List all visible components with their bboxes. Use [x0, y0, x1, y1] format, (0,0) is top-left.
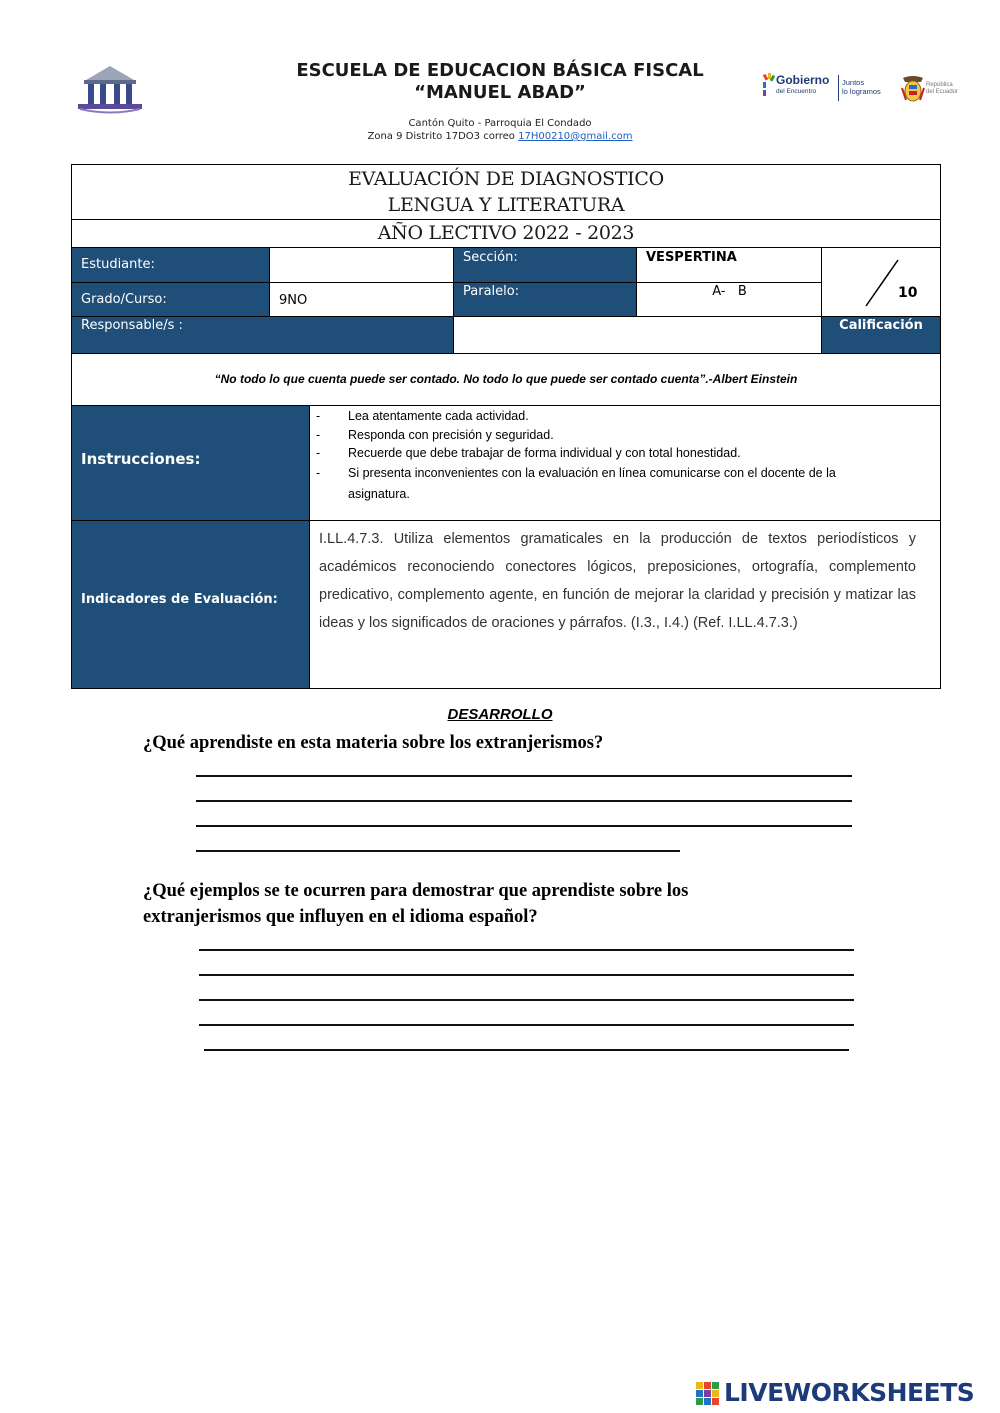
answer-line[interactable]	[199, 949, 854, 951]
ecuador-line2: del Ecuador	[926, 89, 959, 95]
address-line2	[300, 130, 700, 143]
ecuador-text	[926, 82, 958, 96]
coat-of-arms-icon	[900, 74, 926, 104]
school-name-line2: “MANUEL ABAD”	[414, 82, 586, 103]
section-value: VESPERTINA	[636, 247, 822, 282]
gov-slogan-line2: lo logramos	[842, 87, 881, 96]
grade-slash-icon	[862, 258, 902, 308]
answer-line[interactable]	[199, 974, 854, 976]
grade-value: 9NO	[269, 282, 454, 316]
indicators-content	[309, 520, 940, 688]
ecuador-line1: República	[926, 82, 953, 88]
instructions-list	[310, 407, 940, 505]
question-2-line2: extranjerismos que influyen en el idioma español?	[143, 907, 538, 927]
school-logo	[76, 60, 144, 114]
section-label: Sección:	[453, 247, 637, 282]
title-divider	[72, 219, 940, 220]
gov-slogan	[842, 78, 881, 96]
evaluation-table	[71, 164, 941, 689]
development-title: DESARROLLO	[447, 706, 553, 723]
instructions-label: Instrucciones:	[72, 405, 310, 521]
instruction-item: - Lea atentamente cada actividad.	[310, 407, 940, 426]
government-logo	[762, 70, 890, 106]
instruction-item: - Responda con precisión y seguridad.	[310, 426, 940, 445]
grade-max: 10	[898, 285, 918, 301]
email-link[interactable]: 17H00210@gmail.com	[518, 131, 633, 142]
responsible-label: Responsable/s :	[72, 316, 454, 353]
address-prefix: Zona 9 Distrito 17DO3 correo	[367, 131, 519, 142]
parallel-value: A- B	[636, 282, 822, 316]
answer-line[interactable]	[199, 1024, 854, 1026]
student-field[interactable]	[269, 247, 454, 282]
answer-line[interactable]	[196, 800, 852, 802]
answer-line[interactable]	[196, 775, 852, 777]
school-name-line1: ESCUELA DE EDUCACION BÁSICA FISCAL	[296, 60, 704, 81]
parallel-label: Paralelo:	[453, 282, 637, 316]
responsible-field[interactable]	[453, 316, 822, 353]
gov-slogan-line1: Juntos	[842, 78, 865, 87]
instruction-item: - Si presenta inconvenientes con la evaluación en línea comunicarse con el docente de la asignatura.	[310, 463, 940, 505]
answer-line[interactable]	[204, 1049, 849, 1051]
gov-logo-divider	[838, 75, 839, 101]
answer-line[interactable]	[196, 825, 852, 827]
question-1: ¿Qué aprendiste en esta materia sobre los extranjerismos?	[143, 733, 604, 753]
title-line1: EVALUACIÓN DE DIAGNOSTICO	[348, 168, 664, 190]
einstein-quote: “No todo lo que cuenta puede ser contado. No todo lo que puede ser contado cuenta”.-Albert Einstein	[72, 353, 940, 405]
school-address	[300, 117, 700, 143]
ecuador-coat-of-arms	[898, 72, 968, 106]
grade-result-label: Calificación	[821, 316, 940, 353]
instruction-item: - Recuerde que debe trabajar de forma individual y con total honestidad.	[310, 444, 940, 463]
liveworksheets-text: LIVEWORKSHEETS	[724, 1378, 975, 1407]
grade-label: Grado/Curso:	[72, 282, 270, 316]
gov-logo-sub: del Encuentro	[776, 88, 817, 95]
address-line1: Cantón Quito - Parroquia El Condado	[408, 118, 592, 129]
gov-logo-main: Gobierno	[776, 73, 830, 87]
answer-line[interactable]	[196, 850, 680, 852]
answer-line[interactable]	[199, 999, 854, 1001]
indicators-text: I.LL.4.7.3. Utiliza elementos gramaticales en la producción de textos periodísticos y académicos reconociendo conectores lógicos, preposiciones, ortografía, complemento predicativo, complemento agente, en función de mejorar la claridad y precisión y matizar las ideas y los significados de oraciones y párrafos. (I.3., I.4.) (Ref. I.LL.4.7.3.)	[319, 531, 916, 631]
title-line3: AÑO LECTIVO 2022 - 2023	[377, 222, 635, 244]
title-line2: LENGUA Y LITERATURA	[387, 194, 625, 216]
question-2	[143, 878, 688, 930]
sunburst-icon	[762, 72, 776, 102]
title-block	[72, 165, 940, 248]
instructions-content	[309, 405, 940, 521]
grade-box[interactable]	[821, 247, 940, 317]
school-name	[230, 60, 770, 104]
student-label: Estudiante:	[72, 247, 270, 282]
liveworksheets-logo-icon	[696, 1382, 720, 1406]
liveworksheets-watermark	[696, 1378, 996, 1410]
question-2-line1: ¿Qué ejemplos se te ocurren para demostrar que aprendiste sobre los	[143, 881, 689, 901]
indicators-label: Indicadores de Evaluación:	[72, 520, 310, 688]
